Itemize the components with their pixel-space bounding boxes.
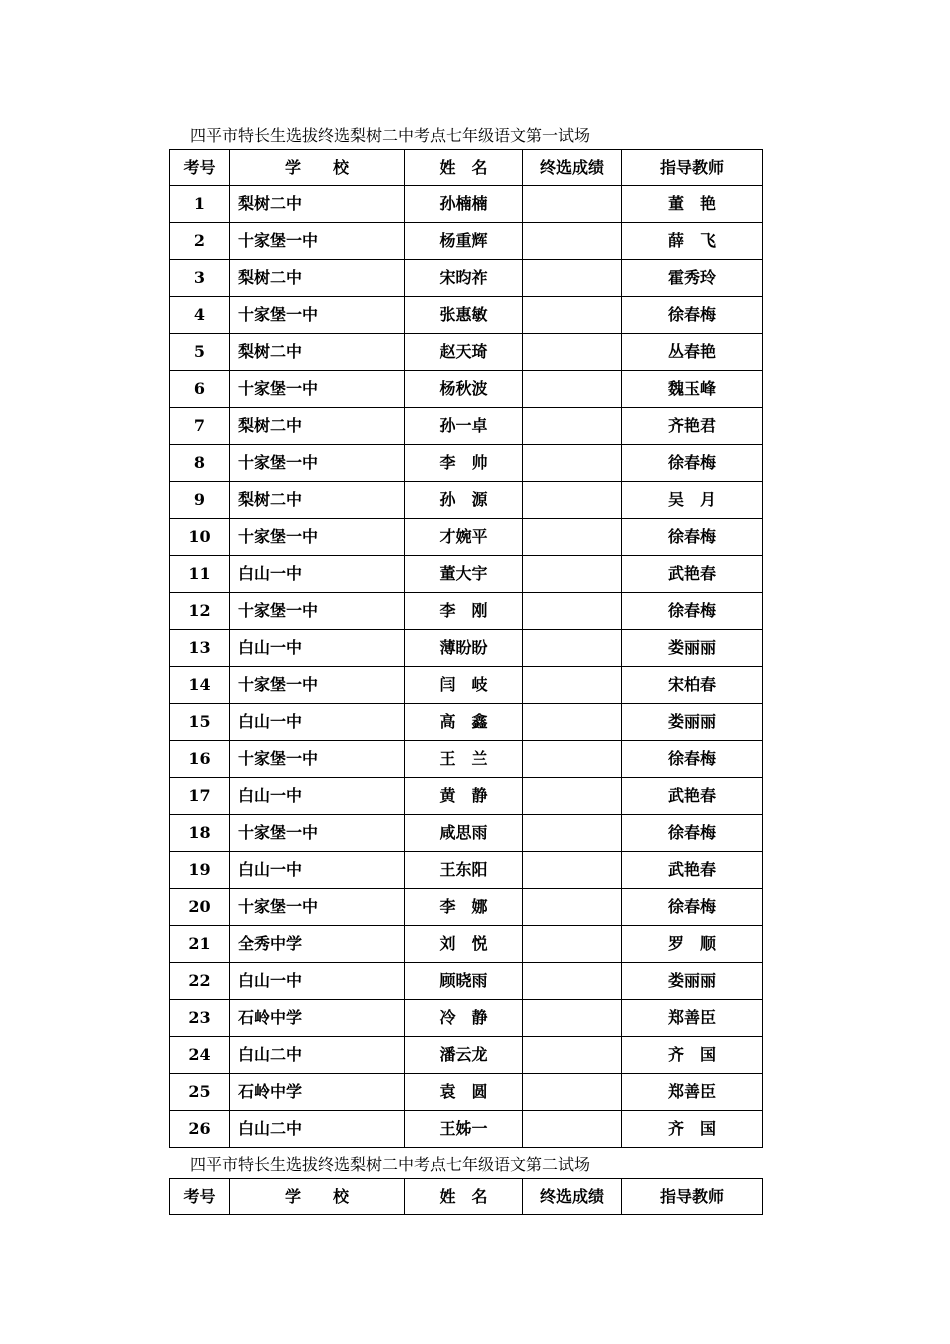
cell-exam-no: 17 [170, 778, 230, 815]
cell-exam-no: 9 [170, 482, 230, 519]
cell-exam-no: 8 [170, 445, 230, 482]
cell-name: 王 兰 [405, 741, 523, 778]
cell-teacher: 娄丽丽 [622, 630, 763, 667]
cell-score [523, 1074, 622, 1111]
cell-score [523, 482, 622, 519]
table-header-row [170, 1179, 763, 1215]
header-score: 终选成绩 [523, 150, 622, 186]
table-header-row [170, 150, 763, 186]
cell-score [523, 852, 622, 889]
cell-teacher: 齐艳君 [622, 408, 763, 445]
table-row [170, 963, 763, 1000]
cell-name: 冷 静 [405, 1000, 523, 1037]
cell-exam-no: 16 [170, 741, 230, 778]
cell-name: 孙楠楠 [405, 186, 523, 223]
cell-exam-no: 2 [170, 223, 230, 260]
cell-school: 白山二中 [230, 1037, 405, 1074]
cell-exam-no: 5 [170, 334, 230, 371]
cell-teacher: 武艳春 [622, 852, 763, 889]
cell-score [523, 556, 622, 593]
cell-school: 十家堡一中 [230, 297, 405, 334]
cell-teacher: 董 艳 [622, 186, 763, 223]
cell-school: 十家堡一中 [230, 889, 405, 926]
header-teacher: 指导教师 [622, 150, 763, 186]
table-row [170, 297, 763, 334]
cell-school: 十家堡一中 [230, 741, 405, 778]
cell-exam-no: 20 [170, 889, 230, 926]
cell-score [523, 1037, 622, 1074]
table-row [170, 926, 763, 963]
cell-teacher: 娄丽丽 [622, 963, 763, 1000]
cell-name: 李 刚 [405, 593, 523, 630]
cell-name: 宋昀祚 [405, 260, 523, 297]
cell-teacher: 徐春梅 [622, 741, 763, 778]
cell-teacher: 丛春艳 [622, 334, 763, 371]
cell-score [523, 519, 622, 556]
cell-school: 白山一中 [230, 704, 405, 741]
cell-school: 梨树二中 [230, 408, 405, 445]
cell-school: 白山一中 [230, 556, 405, 593]
section-1-body [170, 186, 763, 1148]
cell-name: 袁 圆 [405, 1074, 523, 1111]
cell-exam-no: 24 [170, 1037, 230, 1074]
cell-school: 十家堡一中 [230, 815, 405, 852]
table-row [170, 408, 763, 445]
cell-exam-no: 13 [170, 630, 230, 667]
cell-name: 顾晓雨 [405, 963, 523, 1000]
header-exam-no: 考号 [170, 150, 230, 186]
cell-name: 王姊一 [405, 1111, 523, 1148]
cell-teacher: 武艳春 [622, 556, 763, 593]
cell-name: 杨秋波 [405, 371, 523, 408]
cell-teacher: 武艳春 [622, 778, 763, 815]
cell-name: 刘 悦 [405, 926, 523, 963]
section-1-table [169, 149, 763, 1148]
section-1-caption: 四平市特长生选拔终选梨树二中考点七年级语文第一试场 [190, 126, 591, 145]
cell-name: 李 娜 [405, 889, 523, 926]
table-row [170, 334, 763, 371]
header-name: 姓 名 [405, 150, 523, 186]
cell-school: 梨树二中 [230, 334, 405, 371]
cell-exam-no: 3 [170, 260, 230, 297]
cell-exam-no: 12 [170, 593, 230, 630]
table-row [170, 778, 763, 815]
table-row [170, 1111, 763, 1148]
cell-score [523, 260, 622, 297]
cell-school: 梨树二中 [230, 482, 405, 519]
cell-score [523, 186, 622, 223]
cell-school: 白山二中 [230, 1111, 405, 1148]
cell-teacher: 徐春梅 [622, 445, 763, 482]
cell-exam-no: 4 [170, 297, 230, 334]
header-name: 姓 名 [405, 1179, 523, 1215]
table-row [170, 1037, 763, 1074]
cell-exam-no: 18 [170, 815, 230, 852]
cell-score [523, 630, 622, 667]
cell-teacher: 徐春梅 [622, 593, 763, 630]
cell-name: 孙一卓 [405, 408, 523, 445]
cell-name: 高 鑫 [405, 704, 523, 741]
cell-score [523, 1111, 622, 1148]
cell-score [523, 371, 622, 408]
cell-school: 石岭中学 [230, 1000, 405, 1037]
table-row [170, 741, 763, 778]
cell-exam-no: 21 [170, 926, 230, 963]
cell-score [523, 1000, 622, 1037]
cell-score [523, 741, 622, 778]
cell-score [523, 334, 622, 371]
table-row [170, 1074, 763, 1111]
cell-name: 孙 源 [405, 482, 523, 519]
cell-teacher: 郑善臣 [622, 1000, 763, 1037]
cell-name: 王东阳 [405, 852, 523, 889]
table-row [170, 815, 763, 852]
cell-school: 十家堡一中 [230, 519, 405, 556]
cell-teacher: 齐 国 [622, 1111, 763, 1148]
cell-name: 董大宇 [405, 556, 523, 593]
cell-teacher: 郑善臣 [622, 1074, 763, 1111]
cell-name: 赵天琦 [405, 334, 523, 371]
table-row [170, 519, 763, 556]
header-teacher: 指导教师 [622, 1179, 763, 1215]
cell-teacher: 罗 顺 [622, 926, 763, 963]
cell-teacher: 薛 飞 [622, 223, 763, 260]
cell-name: 薄盼盼 [405, 630, 523, 667]
cell-score [523, 297, 622, 334]
cell-name: 才婉平 [405, 519, 523, 556]
table-row [170, 593, 763, 630]
cell-exam-no: 10 [170, 519, 230, 556]
cell-exam-no: 23 [170, 1000, 230, 1037]
cell-name: 李 帅 [405, 445, 523, 482]
cell-exam-no: 7 [170, 408, 230, 445]
cell-score [523, 889, 622, 926]
table-row [170, 852, 763, 889]
cell-school: 白山一中 [230, 963, 405, 1000]
section-2-table [169, 1178, 763, 1215]
cell-exam-no: 15 [170, 704, 230, 741]
cell-exam-no: 25 [170, 1074, 230, 1111]
table-row [170, 186, 763, 223]
cell-name: 闫 岐 [405, 667, 523, 704]
cell-name: 杨重辉 [405, 223, 523, 260]
cell-score [523, 963, 622, 1000]
section-2-caption: 四平市特长生选拔终选梨树二中考点七年级语文第二试场 [190, 1155, 591, 1174]
cell-exam-no: 14 [170, 667, 230, 704]
cell-teacher: 霍秀玲 [622, 260, 763, 297]
cell-exam-no: 19 [170, 852, 230, 889]
cell-score [523, 704, 622, 741]
cell-exam-no: 26 [170, 1111, 230, 1148]
cell-school: 梨树二中 [230, 186, 405, 223]
cell-exam-no: 1 [170, 186, 230, 223]
cell-school: 十家堡一中 [230, 371, 405, 408]
table-row [170, 260, 763, 297]
cell-name: 咸思雨 [405, 815, 523, 852]
cell-school: 十家堡一中 [230, 445, 405, 482]
cell-score [523, 926, 622, 963]
table-row [170, 371, 763, 408]
cell-teacher: 徐春梅 [622, 815, 763, 852]
table-row [170, 556, 763, 593]
table-row [170, 704, 763, 741]
table-row [170, 482, 763, 519]
cell-name: 潘云龙 [405, 1037, 523, 1074]
header-score: 终选成绩 [523, 1179, 622, 1215]
header-school: 学 校 [230, 1179, 405, 1215]
table-row [170, 630, 763, 667]
cell-exam-no: 6 [170, 371, 230, 408]
cell-school: 十家堡一中 [230, 223, 405, 260]
cell-teacher: 徐春梅 [622, 889, 763, 926]
cell-name: 张惠敏 [405, 297, 523, 334]
table-row [170, 667, 763, 704]
cell-score [523, 778, 622, 815]
cell-exam-no: 22 [170, 963, 230, 1000]
cell-teacher: 魏玉峰 [622, 371, 763, 408]
header-exam-no: 考号 [170, 1179, 230, 1215]
cell-school: 全秀中学 [230, 926, 405, 963]
cell-score [523, 223, 622, 260]
cell-school: 梨树二中 [230, 260, 405, 297]
cell-score [523, 815, 622, 852]
cell-name: 黄 静 [405, 778, 523, 815]
cell-school: 石岭中学 [230, 1074, 405, 1111]
cell-teacher: 齐 国 [622, 1037, 763, 1074]
cell-score [523, 667, 622, 704]
cell-school: 白山一中 [230, 852, 405, 889]
cell-school: 白山一中 [230, 778, 405, 815]
table-row [170, 445, 763, 482]
cell-score [523, 408, 622, 445]
cell-teacher: 宋柏春 [622, 667, 763, 704]
cell-score [523, 445, 622, 482]
cell-school: 白山一中 [230, 630, 405, 667]
cell-teacher: 娄丽丽 [622, 704, 763, 741]
table-row [170, 1000, 763, 1037]
cell-teacher: 吴 月 [622, 482, 763, 519]
table-row [170, 223, 763, 260]
cell-score [523, 593, 622, 630]
table-row [170, 889, 763, 926]
cell-school: 十家堡一中 [230, 593, 405, 630]
cell-exam-no: 11 [170, 556, 230, 593]
cell-teacher: 徐春梅 [622, 297, 763, 334]
header-school: 学 校 [230, 150, 405, 186]
cell-school: 十家堡一中 [230, 667, 405, 704]
cell-teacher: 徐春梅 [622, 519, 763, 556]
